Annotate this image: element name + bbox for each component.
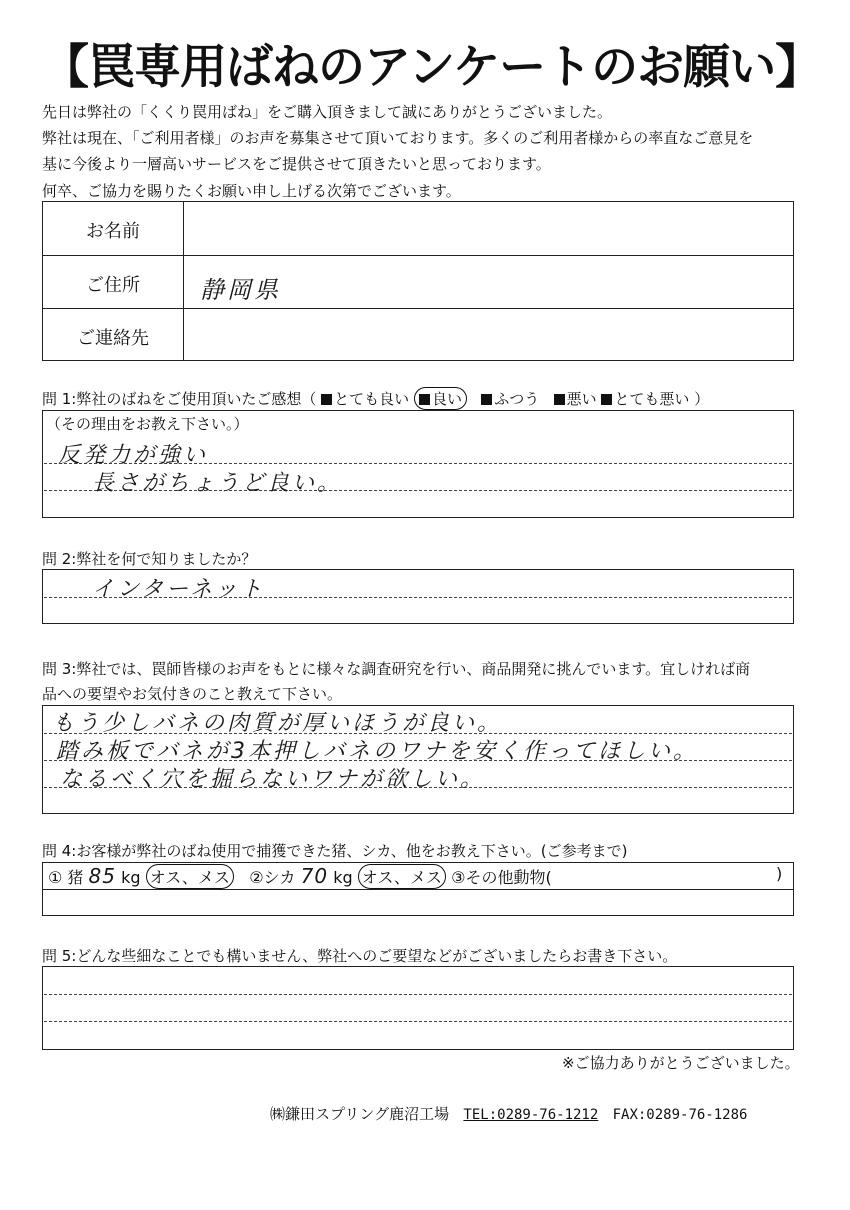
thanks-note: ※ご協力ありがとうございました。 xyxy=(562,1054,800,1072)
q4-answer-row xyxy=(48,864,792,889)
q4-item1-weight[interactable]: 85 xyxy=(88,864,116,888)
q4-item1-prefix: ① 猪 xyxy=(48,868,84,887)
q1-option-normal[interactable]: ふつう xyxy=(481,390,539,408)
q5-dotted-line-2 xyxy=(44,1021,792,1022)
contact-row-divider-2 xyxy=(42,308,794,309)
q4-question: 問 4:お客様が弊社のばね使用で捕獲できた猪、シカ、他をお教え下さい。(ご参考まで) xyxy=(42,842,628,860)
q1-prefix: 問 1:弊社のばねをご使用頂いたご感想（ xyxy=(42,390,317,408)
intro-line-2: 弊社は現在、「ご利用者様」のお声を募集させて頂いております。多くのご利用者様からの率直なご意見を xyxy=(42,129,754,147)
q4-row-divider xyxy=(42,889,794,890)
q2-question: 問 2:弊社を何で知りましたか？ xyxy=(42,550,257,568)
intro-line-4: 何卒、ご協力を賜りたくお願い申し上げる次第でございます。 xyxy=(42,182,461,200)
page-title: 【罠専用ばねのアンケートのお願い】 xyxy=(42,40,822,95)
intro-line-1: 先日は弊社の「くくり罠用ばね」をご購入頂きまして誠にありがとうございました。 xyxy=(42,103,613,121)
q1-answer-1: 反発力が強い xyxy=(58,443,209,468)
q3-question-line-2: 品への要望やお気付きのこと教えて下さい。 xyxy=(42,685,343,703)
q4-item3: ③その他動物( xyxy=(451,868,552,887)
address-field[interactable]: 静岡県 xyxy=(200,276,281,304)
q1-option-bad[interactable]: 悪い xyxy=(554,390,597,408)
name-label: お名前 xyxy=(86,221,140,242)
intro-line-3: 基に今後より一層高いサービスをご提供させて頂きたいと思っております。 xyxy=(42,155,551,173)
q1-question xyxy=(42,387,709,410)
q3-answer-2: 踏み板でバネが3本押しバネのワナを安く作ってほしい。 xyxy=(56,739,698,764)
q4-item2-prefix: ②シカ xyxy=(249,868,296,887)
q4-item2-unit: kg xyxy=(333,868,353,887)
q3-answer-1: もう少しバネの肉質が厚いほうが良い。 xyxy=(52,711,503,736)
contact-row-divider-1 xyxy=(42,255,794,256)
company-footer xyxy=(270,1103,747,1124)
q1-option-very-good[interactable]: とても良い xyxy=(321,390,409,408)
contact-table-divider xyxy=(183,201,184,361)
q3-answer-3: なるべく穴を掘らないワナが欲しい。 xyxy=(60,767,486,792)
company-name: ㈱鎌田スプリング鹿沼工場 xyxy=(270,1105,450,1123)
contact-label: ご連絡先 xyxy=(77,328,149,349)
q1-option-very-bad[interactable]: とても悪い xyxy=(601,390,689,408)
q4-item2-sex-circled[interactable]: オス、メス xyxy=(358,864,446,889)
checkbox-square-icon xyxy=(601,394,612,405)
checkbox-square-icon xyxy=(481,394,492,405)
q1-answer-2: 長さがちょうど良い。 xyxy=(92,471,343,496)
q4-item1-unit: kg xyxy=(121,868,141,887)
q1-suffix: ） xyxy=(694,390,710,408)
q1-reason-label: （その理由をお教え下さい。） xyxy=(46,415,249,433)
q5-answer-box[interactable] xyxy=(42,966,794,1050)
checkbox-square-icon xyxy=(419,394,430,405)
q3-question-line-1: 問 3:弊社では、罠師皆様のお声をもとに様々な調査研究を行い、商品開発に挑んでいます。宜しければ商 xyxy=(42,660,751,678)
fax-number: FAX:0289-76-1286 xyxy=(612,1107,748,1123)
q2-answer: インターネット xyxy=(92,577,266,602)
q5-question: 問 5:どんな些細なことでも構いません、弊社へのご要望などがございましたらお書き下さい。 xyxy=(42,947,678,965)
checkbox-square-icon xyxy=(321,394,332,405)
address-label: ご住所 xyxy=(86,275,140,296)
checkbox-square-icon xyxy=(554,394,565,405)
q4-item3-close: ) xyxy=(776,864,783,883)
q5-dotted-line-1 xyxy=(44,994,792,995)
q4-item1-sex-circled[interactable]: オス、メス xyxy=(146,864,234,889)
tel-number: TEL:0289-76-1212 xyxy=(463,1107,599,1123)
q4-item2-weight[interactable]: 70 xyxy=(300,864,329,888)
q1-option-good-selected[interactable]: 良い xyxy=(414,387,467,410)
